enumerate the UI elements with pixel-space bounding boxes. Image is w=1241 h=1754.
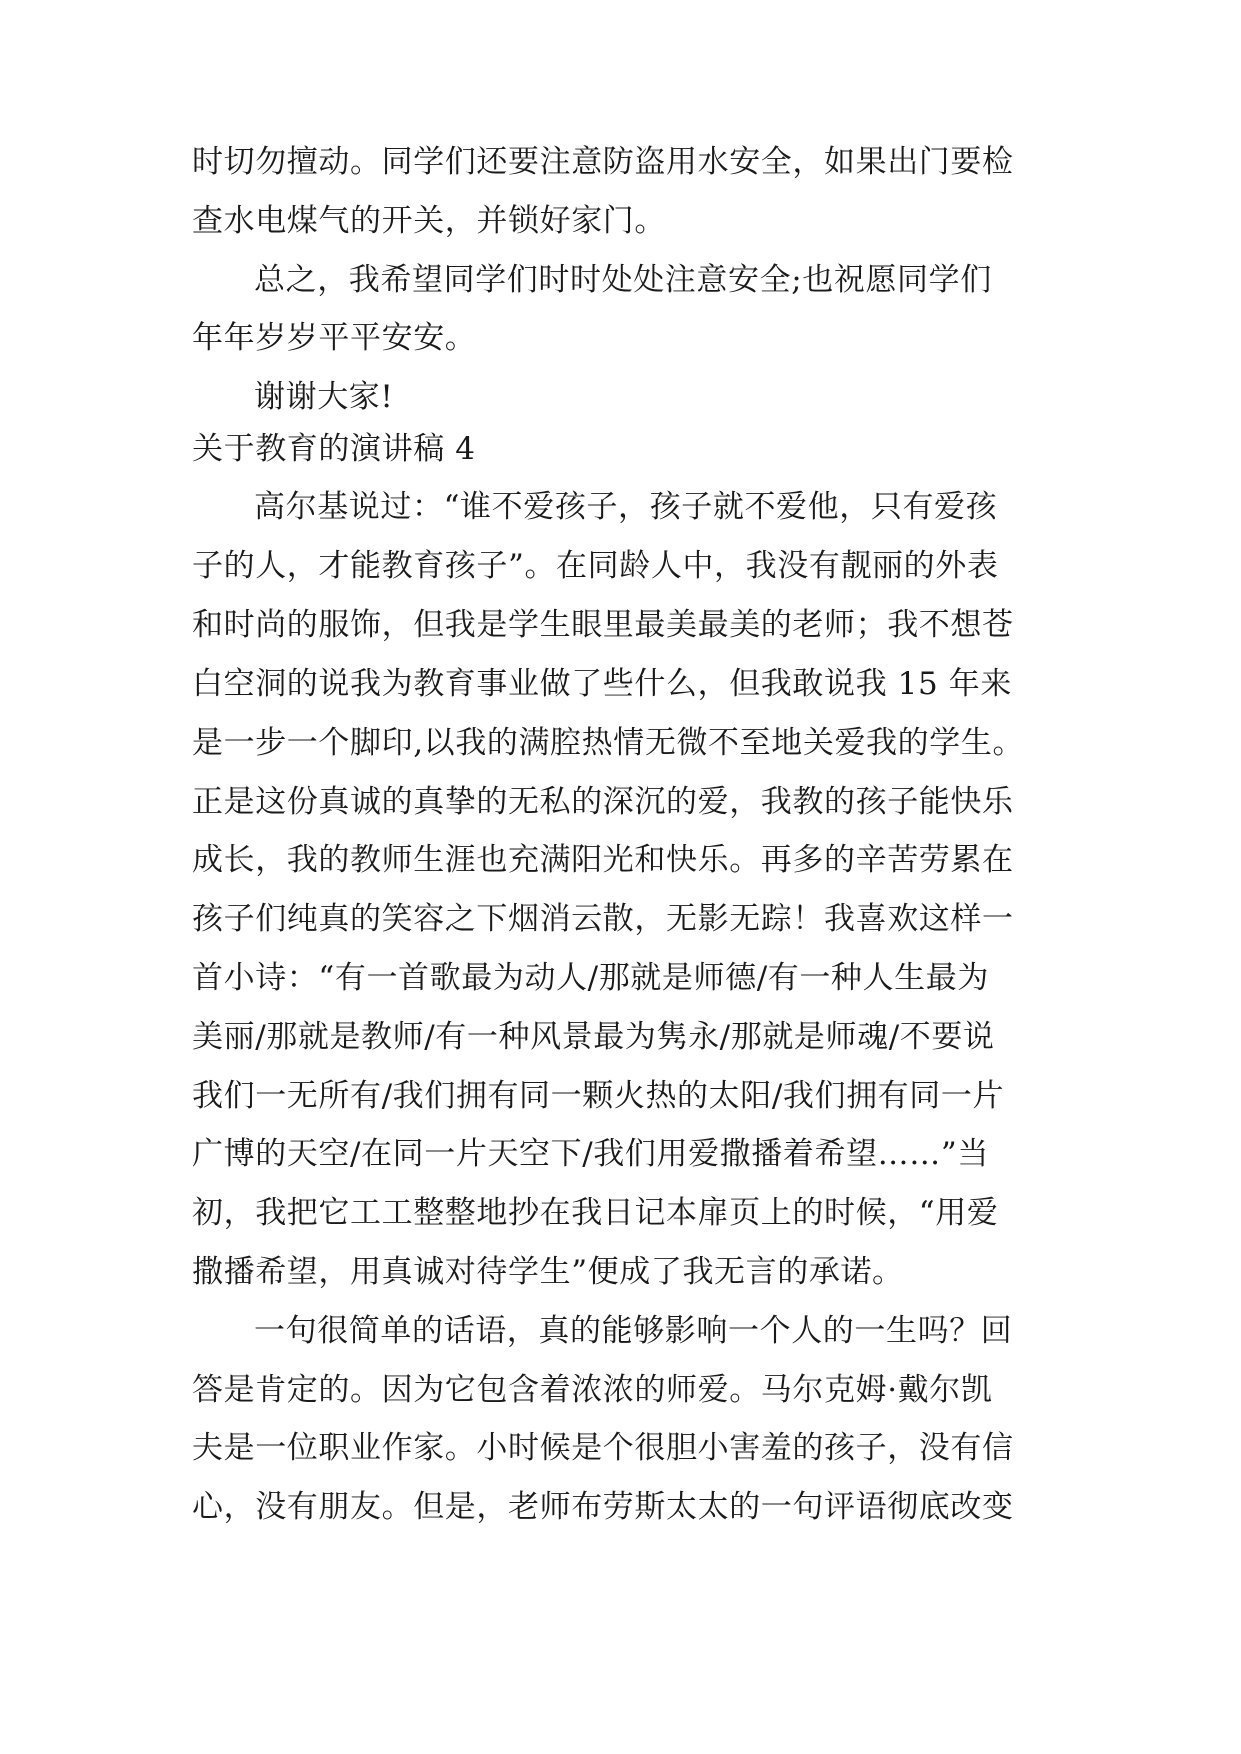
- text-line: 孩子们纯真的笑容之下烟消云散，无影无踪！我喜欢这样一: [192, 901, 1014, 937]
- text-line: 正是这份真诚的真挚的无私的深沉的爱，我教的孩子能快乐: [192, 784, 1014, 820]
- text-line: 成长，我的教师生涯也充满阳光和快乐。再多的辛苦劳累在: [192, 842, 1014, 878]
- text-line: 答是肯定的。因为它包含着浓浓的师爱。马尔克姆·戴尔凯: [192, 1372, 993, 1408]
- text-line: 高尔基说过：“谁不爱孩子，孩子就不爱他，只有爱孩: [254, 489, 998, 525]
- text-line: 我们一无所有/我们拥有同一颗火热的太阳/我们拥有同一片: [192, 1078, 1005, 1114]
- section-heading: 关于教育的演讲稿 4: [192, 431, 476, 467]
- text-line: 首小诗：“有一首歌最为动人/那就是师德/有一种人生最为: [192, 960, 989, 996]
- text-line: 谢谢大家!: [254, 379, 394, 415]
- text-line: 一句很简单的话语，真的能够影响一个人的一生吗？回: [254, 1313, 1013, 1349]
- text-line: 美丽/那就是教师/有一种风景最为隽永/那就是师魂/不要说: [192, 1019, 995, 1055]
- text-line: 年年岁岁平平安安。: [192, 320, 477, 356]
- text-line: 夫是一位职业作家。小时候是个很胆小害羞的孩子，没有信: [192, 1430, 1014, 1466]
- text-line: 初，我把它工工整整地抄在我日记本扉页上的时候，“用爱: [192, 1195, 999, 1231]
- text-line: 总之，我希望同学们时时处处注意安全;也祝愿同学们: [254, 262, 992, 298]
- text-line: 时切勿擅动。同学们还要注意防盗用水安全，如果出门要检: [192, 144, 1014, 180]
- text-line: 和时尚的服饰，但我是学生眼里最美最美的老师；我不想苍: [192, 607, 1014, 643]
- text-line: 心，没有朋友。但是，老师布劳斯太太的一句评语彻底改变: [192, 1489, 1014, 1525]
- text-line: 查水电煤气的开关，并锁好家门。: [192, 203, 666, 239]
- text-line: 子的人，才能教育孩子”。在同龄人中，我没有靓丽的外表: [192, 548, 999, 584]
- text-line: 广博的天空/在同一片天空下/我们用爱撒播着希望……”当: [192, 1136, 989, 1172]
- text-line: 是一步一个脚印,以我的满腔热情无微不至地关爱我的学生。: [192, 725, 1025, 761]
- text-line: 白空洞的说我为教育事业做了些什么，但我敢说我 15 年来: [192, 666, 1012, 702]
- text-line: 撒播希望，用真诚对待学生”便成了我无言的承诺。: [192, 1254, 904, 1290]
